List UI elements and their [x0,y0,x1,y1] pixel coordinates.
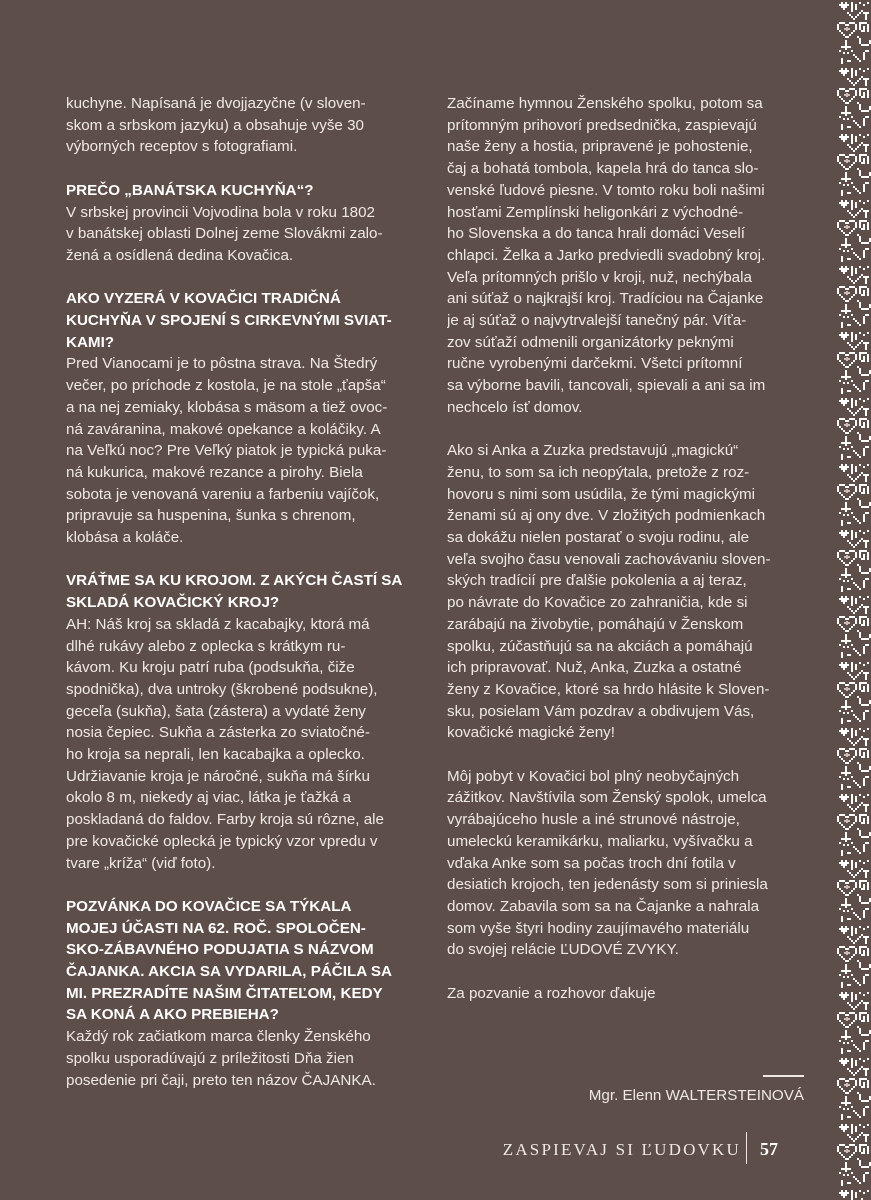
section-body [66,353,434,548]
text-line: prítomným prihovorí predsednička, zaspievajú [447,116,757,134]
text-line: ženy z Kovačice, ktoré sa hrdo hlásite k Sloven- [447,680,770,698]
heading-line: SA KONÁ A AKO PREBIEHA? [66,1006,279,1024]
text-line: večer, po príchode z kostola, je na stole „ťapša“ [66,377,386,395]
section-body [66,1026,434,1091]
signature-rule [763,1075,804,1077]
text-line: nechcelo ísť domov. [447,398,583,416]
text-line: čaj a bohatá tombola, kapela hrá do tanca slo- [447,160,759,178]
text-line: žená a osídlená dedina Kovačica. [66,246,294,264]
text-line: po návrate do Kovačice zo zahraničia, kde si [447,594,748,612]
text-line: a na nej zemiaky, klobása s mäsom a tiež ovoc- [66,398,388,416]
text-line: domov. Zabavila som sa na Čajanke a nahrala [447,897,760,915]
text-line: kovačické magické ženy! [447,724,615,742]
text-line: veľa svojho času venovali zachovávaniu sloven- [447,550,771,568]
heading-line: VRÁŤME SA KU KROJOM. Z AKÝCH ČASTÍ SA [66,572,403,590]
text-line: venské ľudové piesne. V tomto roku boli našimi [447,181,765,199]
text-line: ženami sú aj ony dve. V zložitých podmienkach [447,507,766,525]
section-heading [66,288,434,353]
text-line: sobota je venovaná vareniu a farbeniu vajíčok, [66,485,380,503]
text-line: sa dokážu nielen postarať o svoju rodinu, ale [447,529,750,547]
section-heading [66,896,434,1026]
text-line: ná zaváranina, makové opekance a koláčiky. A [66,420,381,438]
heading-line: AKO VYZERÁ V KOVAČICI TRADIČNÁ [66,290,341,308]
text-line: ských tradícií pre ďalšie pokolenia a aj teraz, [447,572,747,590]
text-line: pripravuje sa huspenina, šunka s chrenom, [66,507,356,525]
section-heading [66,570,434,613]
magazine-title: ZASPIEVAJ SI ĽUDOVKU [502,1140,741,1159]
right-column [447,93,822,1004]
body-paragraph [447,93,822,419]
text-line: ho kroja sa neprali, len kacabajka a oplecko. [66,746,365,764]
heading-line: MI. PREZRADÍTE NAŠIM ČITATEĽOM, KEDY [66,984,383,1002]
left-column [66,93,434,1091]
text-line: klobása a koláče. [66,529,184,547]
text-line: skom a srbskom jazyku) a obsahuje vyše 30 [66,116,364,134]
heading-line: KAMI? [66,333,115,351]
text-line: pre kovačické oplecká je typický vzor vpredu v [66,832,378,850]
heading-line: MOJEJ ÚČASTI NA 62. ROČ. SPOLOČEN- [66,919,366,937]
text-line: spodnička), dva untroky (škrobené podsukne), [66,680,378,698]
text-line: nosia čepiec. Sukňa a zásterka zo sviatočné- [66,724,370,742]
section-body [66,614,434,874]
text-line: do svojej relácie ĽUDOVÉ ZVYKY. [447,941,679,959]
text-line: AH: Náš kroj sa skladá z kacabajky, ktorá má [66,615,370,633]
text-line: Za pozvanie a rozhovor ďakuje [447,984,656,1002]
text-line: spolku usporadúvajú z príležitosti Dňa žien [66,1049,354,1067]
text-line: Pred Vianocami je to pôstna strava. Na Štedrý [66,355,378,373]
text-line: chlapci. Želka a Jarko predviedli svadobný kroj. [447,246,766,264]
author-signature: Mgr. Elenn WALTERSTEINOVÁ [588,1087,804,1104]
text-line: v banátskej oblasti Dolnej zeme Slovákmi zalo- [66,225,383,243]
text-line: Každý rok začiatkom marca členky Ženského [66,1028,371,1046]
text-line: ženu, to som sa ich neopýtala, pretože z roz- [447,463,750,481]
text-line: je aj súťaž o najvytrvalejší tanečný pár. Víťa- [447,312,747,330]
heading-line: PREČO „BANÁTSKA KUCHYŇA“? [66,181,314,199]
text-line: na Veľkú noc? Pre Veľký piatok je typická puka- [66,442,387,460]
heading-line: KUCHYŇA V SPOJENÍ S CIRKEVNÝMI SVIAT- [66,312,392,329]
text-line: Môj pobyt v Kovačici bol plný neobyčajných [447,767,740,785]
text-line: okolo 8 m, niekedy aj viac, látka je ťažká a [66,789,352,807]
text-line: posedenie pri čaji, preto ten názov ČAJANKA. [66,1071,376,1089]
text-line: kávom. Ku kroju patrí ruba (podsukňa, čiže [66,659,355,677]
text-line: ná kukurica, makové rezance a pirohy. Biela [66,463,363,481]
text-line: vďaka Anke som sa počas troch dní fotila v [447,854,736,872]
text-line: sa výborne bavili, tancovali, spievali a ani sa im [447,377,766,395]
text-line: spolku, zúčastňujú sa na akciách a pomáhajú [447,637,753,655]
text-line: Veľa prítomných prišlo v kroji, nuž, nechýbala [447,268,752,286]
text-line: ani súťaž o najkrajší kroj. Tradíciou na Čajanke [447,290,764,308]
text-line: ich pripravovať. Nuž, Anka, Zuzka a ostatné [447,659,742,677]
embroidery-pattern [837,0,871,1200]
heading-line: SKO-ZÁBAVNÉHO PODUJATIA S NÁZVOM [66,941,374,959]
text-line: V srbskej provincii Vojvodina bola v roku 1802 [66,203,375,221]
text-line: Začíname hymnou Ženského spolku, potom sa [447,95,763,112]
text-line: výborných receptov s fotografiami. [66,138,298,156]
heading-line: POZVÁNKA DO KOVAČICE SA TÝKALA [66,897,352,915]
text-line: hovoru s nimi som usúdila, že tými magickými [447,485,756,503]
text-line: ho Slovenska a do tanca hrali domáci Veselí [447,225,746,243]
section-body [66,202,434,267]
text-line: hosťami Zemplínski heligonkári z východné- [447,203,744,221]
text-line: som vyše štyri hodiny zaujímavého materiálu [447,919,750,937]
heading-line: SKLADÁ KOVAČICKÝ KROJ? [66,594,280,612]
closing-line [447,983,822,1005]
text-line: naše ženy a hostia, pripravené je pohostenie, [447,138,753,156]
body-paragraph [447,440,822,744]
text-line: desiatich krojoch, ten jedenásty som si priniesla [447,876,768,894]
text-line: poskladaná do faldov. Farby kroja sú rôzne, ale [66,811,384,829]
text-line: vyrábajúceho husle a iné strunové nástroje, [447,811,740,829]
footer-divider [746,1132,747,1164]
section-heading [66,180,434,202]
text-line: Udržiavanie kroja je náročné, sukňa má šírku [66,767,370,785]
page-number: 57 [760,1139,778,1159]
text-line: geceľa (sukňa), šata (zástera) a vydaté ženy [66,702,366,720]
folk-embroidery-border-icon [837,0,871,1200]
text-line: zážitkov. Navštívila som Ženský spolok, umelca [447,789,767,807]
text-line: Ako si Anka a Zuzka predstavujú „magickú“ [447,442,739,460]
text-line: dlhé rukávy alebo z oplecka s krátkym ru- [66,637,346,655]
text-line: kuchyne. Napísaná je dvojjazyčne (v sloven- [66,95,366,112]
text-line: sku, posielam Vám pozdrav a obdivujem Vás, [447,702,755,720]
text-line: umeleckú keramikárku, maliarku, vyšívačku a [447,832,753,850]
body-paragraph [447,766,822,961]
text-line: zarábajú na živobytie, pomáhajú v Ženskom [447,615,744,633]
text-line: zov súťaží odmenili organizátorky peknými [447,333,734,351]
intro-paragraph [66,93,434,158]
heading-line: ČAJANKA. AKCIA SA VYDARILA, PÁČILA SA [66,963,392,981]
text-line: tvare „kríža“ (viď foto). [66,854,216,872]
text-line: ručne vyrobenými darčekmi. Všetci prítomní [447,355,743,373]
